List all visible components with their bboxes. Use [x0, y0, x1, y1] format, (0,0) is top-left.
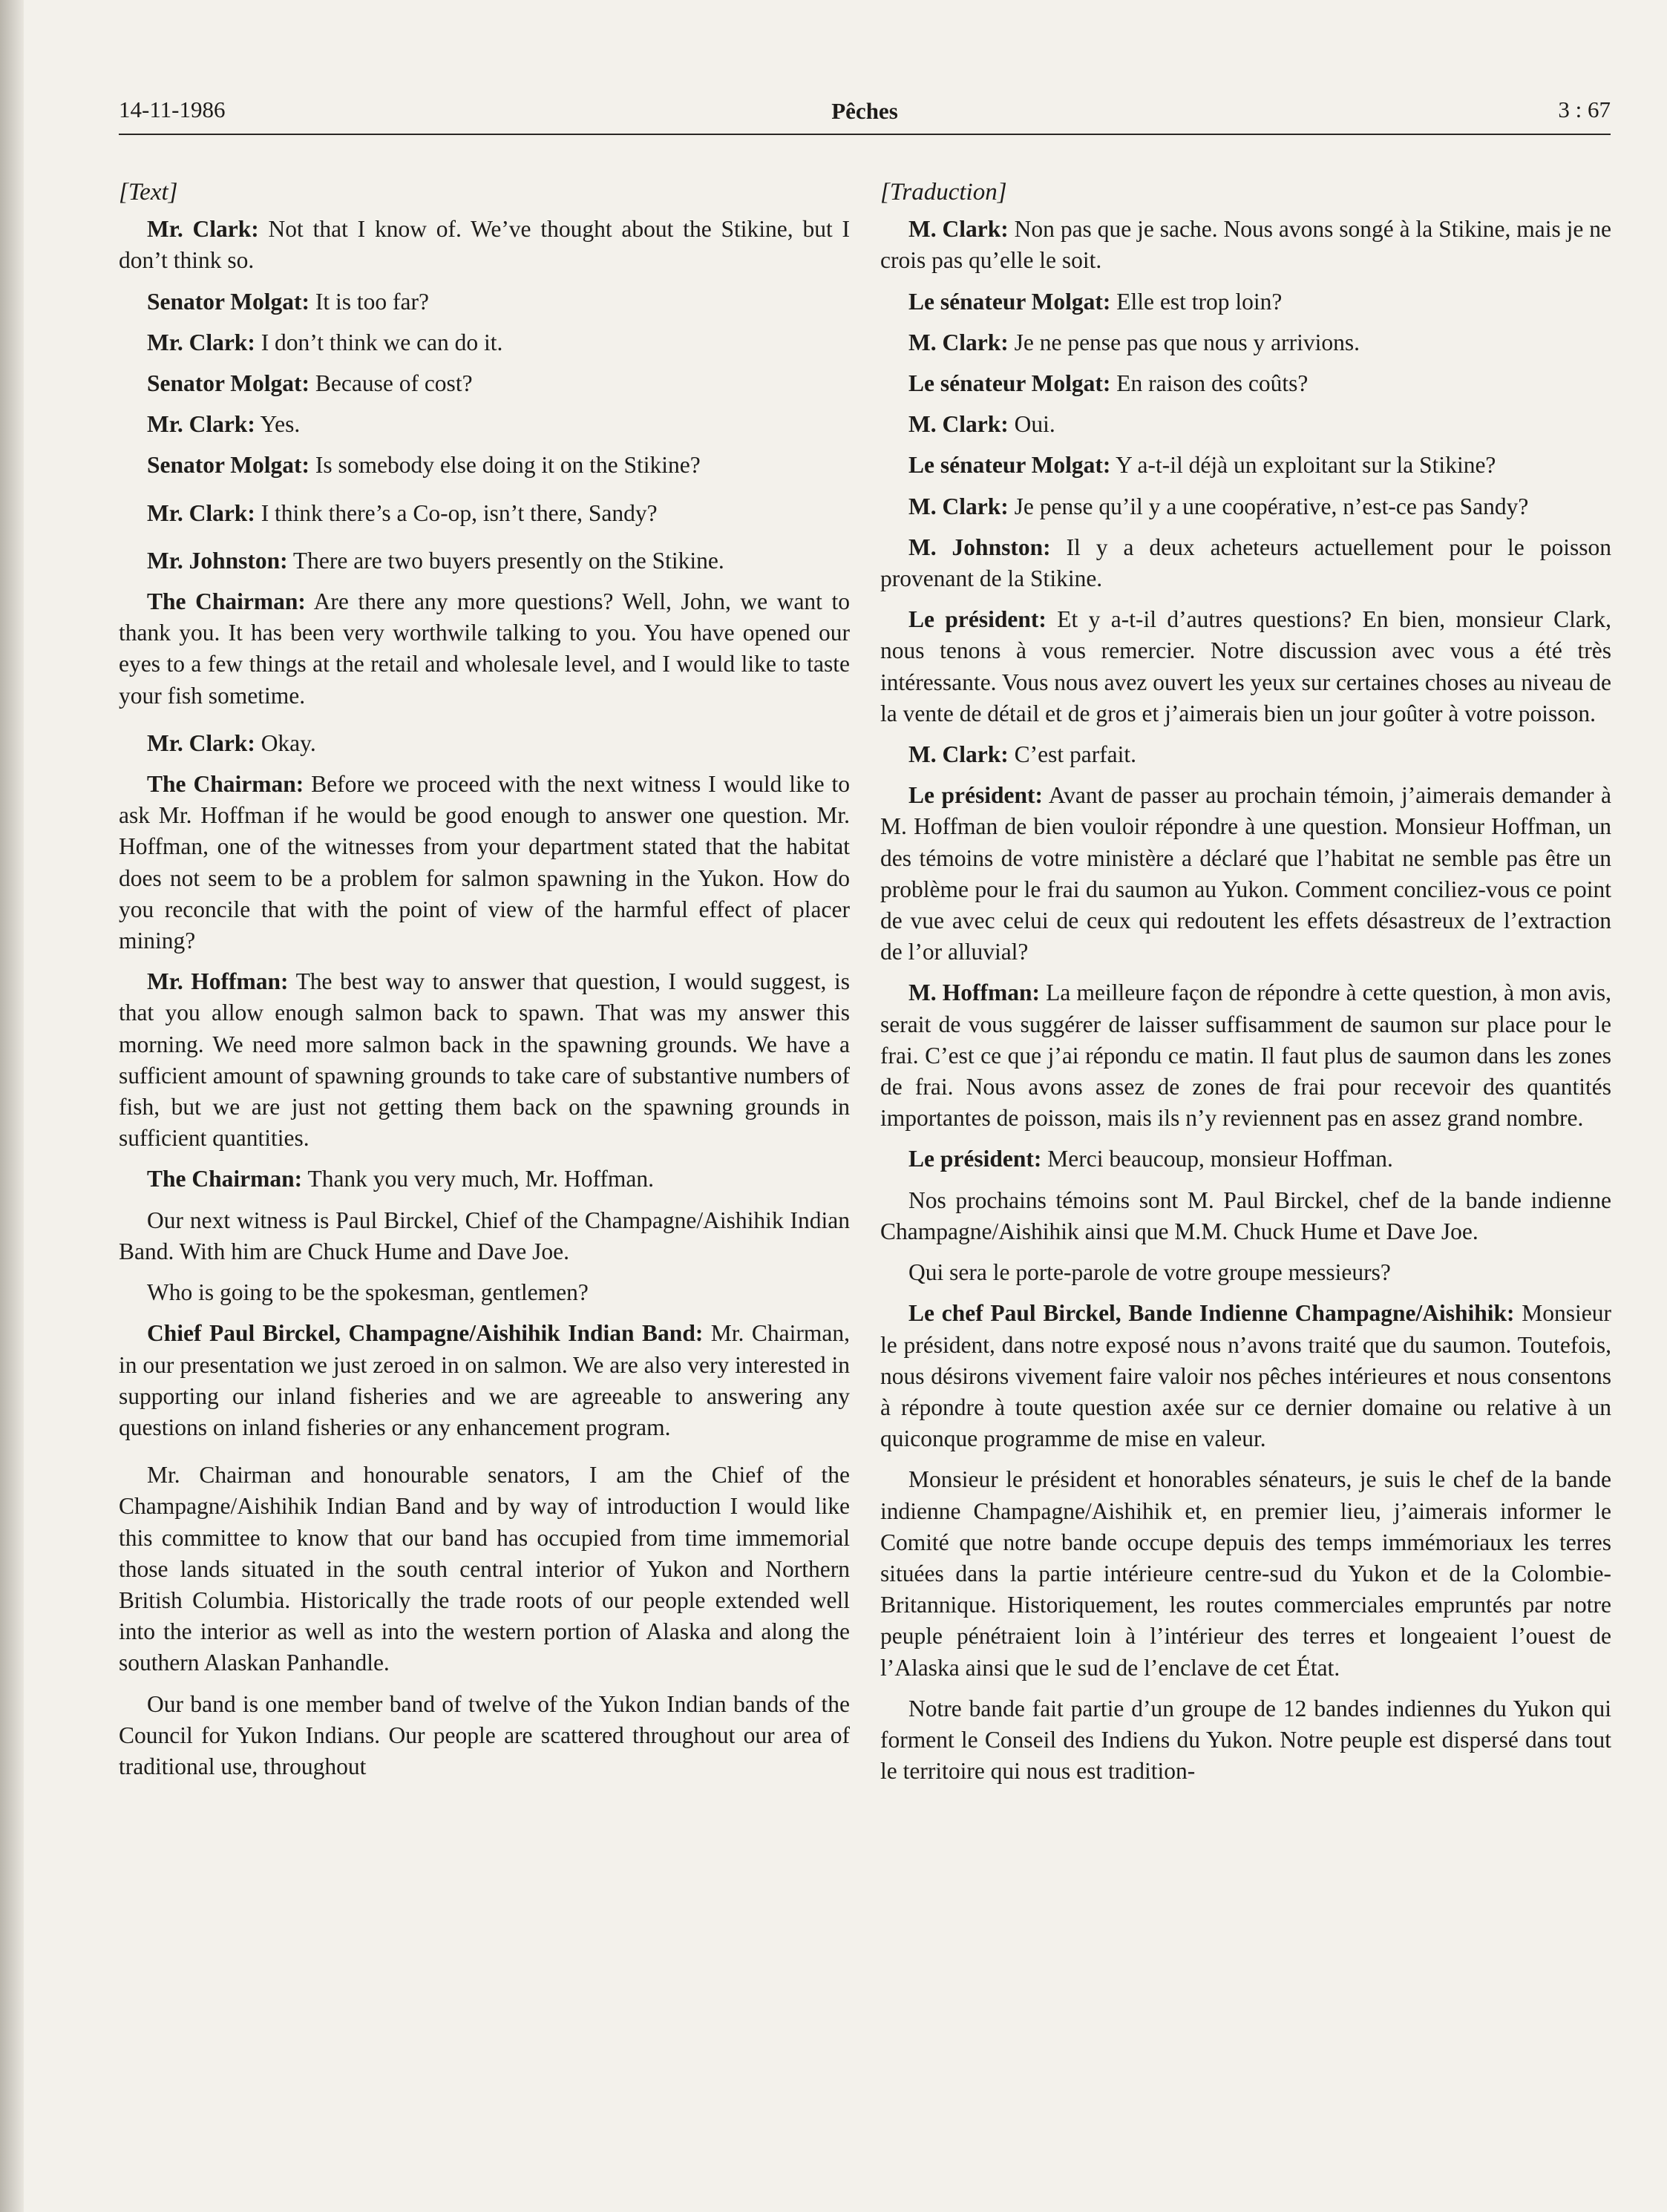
speaker-name: M. Clark: [908, 493, 1009, 519]
transcript-paragraph: M. Clark: Oui. [908, 411, 1055, 438]
transcript-paragraph: Chief Paul Birckel, Champagne/Aishihik Indian Band: Mr. Chairman, in our presentation we just zeroed in on salmon. We are also very interested in supporting our inland fisheries and we are agreeable to answering any questions on inland fisheries or any enhancement program. [119, 1320, 850, 1440]
speaker-name: The Chairman: [147, 771, 304, 798]
transcript-paragraph: Le sénateur Molgat: Y a-t-il déjà un exploitant sur la Stikine? [908, 452, 1496, 479]
transcript-paragraph: M. Hoffman: La meilleure façon de répondre à cette question, à mon avis, serait de vous suggérer de laisser suffisamment de saumon sur place pour le frai. C’est ce que j’ai répondu ce matin. Il faut plus de saumon dans les zones de frai. Nous avons assez de zones de frai pour recevoir des quantités importantes de poisson, mais ils n’y reviennent pas en assez grand nombre. [880, 979, 1611, 1132]
transcript-paragraph: Mr. Clark: Yes. [147, 411, 301, 438]
transcript-paragraph: Nos prochains témoins sont M. Paul Birckel, chef de la bande indienne Champagne/Aishihik ainsi que M.M. Chuck Hume et Dave Joe. [880, 1187, 1611, 1244]
transcript-paragraph: Who is going to be the spokesman, gentlemen? [147, 1279, 589, 1306]
speaker-name: Le président: [908, 1146, 1042, 1172]
transcript-paragraph: Notre bande fait partie d’un groupe de 12 bandes indiennes du Yukon qui forment le Conseil des Indiens du Yukon. Notre peuple est dispersé dans tout le territoire qui nous est tradition- [880, 1695, 1611, 1785]
transcript-paragraph: Mr. Chairman and honourable senators, I am the Chief of the Champagne/Aishihik Indian Band and by way of introduction I would like this committee to know that our band has occupied from time immemorial those lands situated in the south central interior of Yukon and Northern British Columbia. Historically the trade roots of our people extended well into the interior as well as into the western portion of Alaska and along the southern Alaskan Panhandle. [119, 1462, 850, 1676]
transcript-paragraph: The Chairman: Before we proceed with the next witness I would like to ask Mr. Hoffman if he would be good enough to answer one question. Mr. Hoffman, one of the witnesses from your department stated that the habitat does not seem to be a problem for salmon spawning in the Yukon. How do you reconcile that with the point of view of the harmful effect of placer mining? [119, 771, 850, 954]
transcript-paragraph: Mr. Johnston: There are two buyers presently on the Stikine. [147, 547, 724, 574]
transcript-paragraph: Le président: Avant de passer au prochain témoin, j’aimerais demander à M. Hoffman de bien vouloir répondre à une question. Monsieur Hoffman, un des témoins de votre ministère a déclaré que l’habitat ne semble pas être un problème pour le frai du saumon au Yukon. Comment conciliez-vous ce point de vue avec celui de ceux qui redoutent les effets désastreux de l’extraction de l’or alluvial? [880, 782, 1612, 965]
speaker-name: The Chairman: [147, 1166, 303, 1192]
transcript-paragraph: Senator Molgat: Is somebody else doing it on the Stikine? [147, 452, 701, 479]
transcript-paragraph: Mr. Clark: I think there’s a Co-op, isn’t there, Sandy? [147, 499, 658, 526]
header-section-title: Pêches [831, 98, 898, 124]
transcript-paragraph: Our next witness is Paul Birckel, Chief of the Champagne/Aishihik Indian Band. With him are Chuck Hume and Dave Joe. [119, 1207, 850, 1264]
speaker-name: Le sénateur Molgat: [908, 370, 1111, 397]
page-header [119, 89, 1611, 135]
transcript-paragraph: Mr. Clark: Not that I know of. We’ve thought about the Stikine, but I don’t think so. [119, 216, 850, 274]
speaker-name: M. Clark: [908, 741, 1009, 768]
transcript-paragraph: Le sénateur Molgat: En raison des coûts? [908, 370, 1309, 397]
transcript-paragraph: Qui sera le porte-parole de votre groupe messieurs? [908, 1259, 1391, 1286]
page-edge-shadow [0, 0, 24, 2212]
speaker-name: Le chef Paul Birckel, Bande Indienne Champagne/Aishihik: [908, 1300, 1515, 1327]
transcript-paragraph: Senator Molgat: It is too far? [147, 288, 429, 315]
speaker-name: M. Clark: [908, 411, 1009, 438]
transcript-paragraph: Mr. Hoffman: The best way to answer that question, I would suggest, is that you allow enough salmon back to spawn. That was my answer this morning. We need more salmon back in the spawning grounds. We have a sufficient amount of spawning grounds to take care of substantive numbers of fish, but we are just not getting them back on the spawning grounds in sufficient quantities. [119, 968, 850, 1152]
speaker-name: Mr. Clark: [147, 216, 259, 243]
transcript-paragraph: The Chairman: Are there any more questions? Well, John, we want to thank you. It has been very worthwile talking to you. You have opened our eyes to a few things at the retail and wholesale level, and I would like to taste your fish sometime. [119, 588, 851, 709]
speaker-name: Mr. Clark: [147, 329, 255, 355]
speaker-name: The Chairman: [147, 588, 306, 615]
transcript-paragraph: M. Clark: Je pense qu’il y a une coopérative, n’est-ce pas Sandy? [908, 493, 1529, 519]
speaker-name: Le sénateur Molgat: [908, 452, 1111, 479]
speaker-name: Mr. Hoffman: [147, 968, 289, 995]
transcript-paragraph: Le président: Merci beaucoup, monsieur Hoffman. [908, 1146, 1393, 1172]
transcript-paragraph: Le chef Paul Birckel, Bande Indienne Champagne/Aishihik: Monsieur le président, dans notre exposé nous n’avons traité que du saumon. Toutefois, nous désirons vivement faire valoir nos pêches intérieures et nous consentons à répondre à toute question axée sur ce dernier domaine ou relative à un quiconque programme de mise en valeur. [880, 1300, 1611, 1452]
transcript-paragraph: Mr. Clark: Okay. [147, 729, 316, 756]
speaker-name: Chief Paul Birckel, Champagne/Aishihik Indian Band: [147, 1320, 704, 1347]
transcript-paragraph: Le sénateur Molgat: Elle est trop loin? [908, 288, 1283, 315]
transcript-paragraph: M. Clark: Je ne pense pas que nous y arrivions. [908, 329, 1360, 355]
speaker-name: Mr. Clark: [147, 411, 255, 438]
speaker-name: Mr. Johnston: [147, 547, 288, 574]
transcript-paragraph: Monsieur le président et honorables sénateurs, je suis le chef de la bande indienne Champagne/Aishihik et, en premier lieu, j’aimerais informer le Comité que notre bande occupe depuis des temps immémoriaux les terres situées dans la partie intérieure centre-sud du Yukon et de la Colombie-Britannique. Historiquement, les routes commerciales empruntés par notre peuple pénétraient loin à l’intérieur des terres et longeaient l’ouest de l’Alaska ainsi que le sud de l’enclave de cet État. [880, 1466, 1611, 1681]
transcript-paragraph: M. Johnston: Il y a deux acheteurs actuellement pour le poisson provenant de la Stikine. [880, 534, 1611, 592]
french-column [880, 177, 1611, 1796]
speaker-name: M. Johnston: [908, 534, 1051, 560]
speaker-name: Mr. Clark: [147, 499, 255, 526]
english-column [119, 177, 850, 1792]
speaker-name: Senator Molgat: [147, 370, 310, 397]
header-date: 14-11-1986 [119, 96, 226, 122]
column-label: [Traduction] [880, 179, 1007, 206]
speaker-name: Le président: [908, 606, 1047, 633]
speaker-name: M. Hoffman: [908, 979, 1040, 1006]
transcript-paragraph: Le président: Et y a-t-il d’autres questions? En bien, monsieur Clark, nous tenons à vous remercier. Notre discussion avec vous a été très intéressante. Vous nous avez ouvert les yeux sur certaines choses au niveau de la vente de détail et de gros et j’aimerais bien un jour goûter à votre poisson. [880, 606, 1611, 726]
speaker-name: M. Clark: [908, 216, 1009, 243]
transcript-paragraph: M. Clark: Non pas que je sache. Nous avons songé à la Stikine, mais je ne crois pas qu’elle le soit. [880, 216, 1611, 274]
speaker-name: M. Clark: [908, 329, 1009, 355]
speaker-name: Senator Molgat: [147, 288, 310, 315]
speaker-name: Mr. Clark: [147, 729, 255, 756]
speaker-name: Senator Molgat: [147, 452, 310, 479]
speaker-name: Le sénateur Molgat: [908, 288, 1111, 315]
column-label: [Text] [119, 179, 178, 206]
speaker-name: Le président: [908, 782, 1043, 809]
header-page-number: 3 : 67 [1558, 96, 1611, 122]
transcript-paragraph: Our band is one member band of twelve of the Yukon Indian bands of the Council for Yukon Indians. Our people are scattered throughout our area of traditional use, throughout [119, 1690, 850, 1779]
transcript-paragraph: Senator Molgat: Because of cost? [147, 370, 473, 397]
transcript-paragraph: The Chairman: Thank you very much, Mr. Hoffman. [147, 1166, 655, 1192]
transcript-paragraph: M. Clark: C’est parfait. [908, 741, 1137, 768]
transcript-paragraph: Mr. Clark: I don’t think we can do it. [147, 329, 503, 355]
